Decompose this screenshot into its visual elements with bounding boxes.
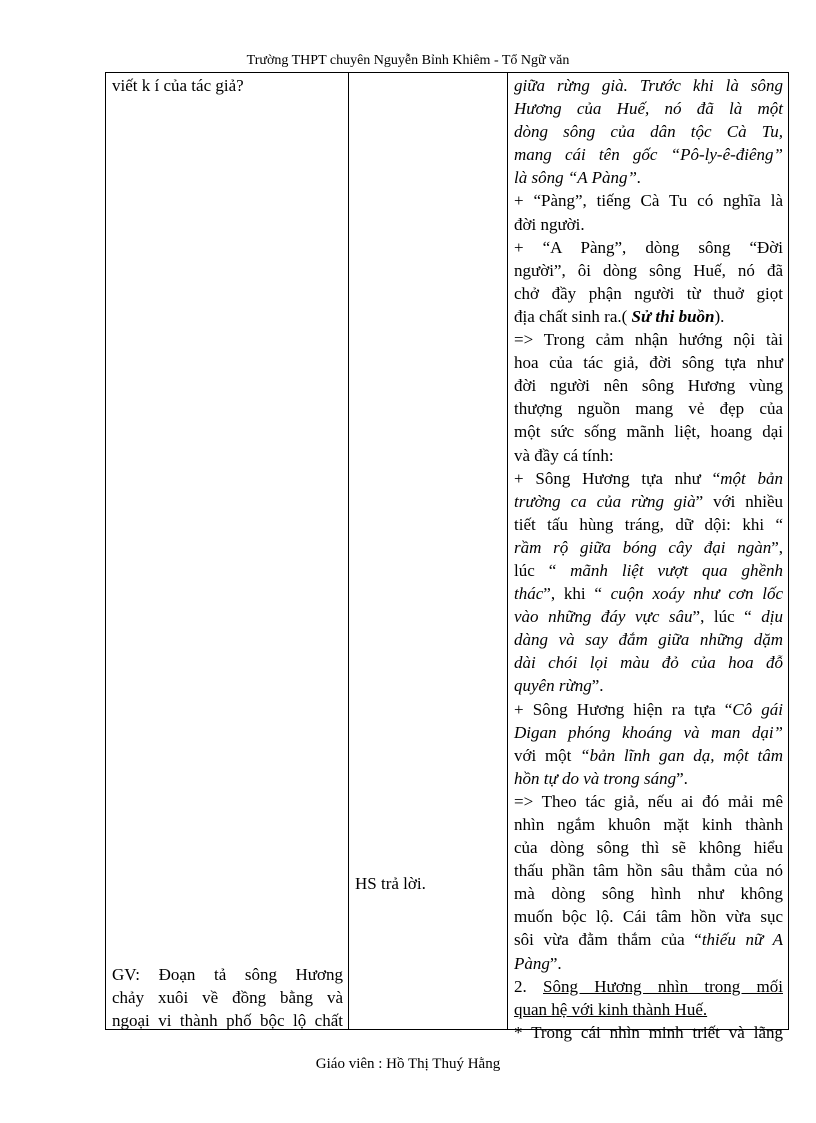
text-run: lúc “ — [514, 560, 571, 580]
section-heading — [514, 975, 783, 998]
text-run: + Sông Hương hiện ra tựa “ — [514, 699, 733, 719]
italic-run: “bản lĩnh gan dạ, một tâm — [580, 745, 783, 765]
text-run: ”, — [771, 537, 783, 557]
content-line: thượng nguồn mang vẻ đẹp của — [514, 399, 783, 419]
text-run: với một — [514, 745, 581, 765]
content-line — [514, 467, 783, 490]
italic-run: vào những đáy vực sâu — [514, 607, 693, 627]
content-line — [514, 605, 783, 628]
content-line — [514, 305, 783, 328]
content-line — [514, 744, 783, 767]
italic-run: thác — [514, 584, 544, 604]
content-line: Digan phóng khoáng và man dại” — [514, 722, 783, 742]
text-run: ”. — [591, 676, 604, 696]
page-header: Trường THPT chuyên Nguyễn Bỉnh Khiêm - Tổ Ngữ văn — [246, 53, 570, 68]
teacher-prompt — [112, 963, 343, 1032]
italic-run: quyên rừng — [514, 676, 592, 696]
content-line — [514, 582, 783, 605]
content-line: và đầy cá tính: — [514, 445, 614, 465]
content-line — [514, 952, 783, 975]
content-line: chở đầy phận người từ thuở giọt — [514, 283, 783, 303]
teacher-activity-cell — [106, 73, 349, 1030]
content-line: Hương của Huế, nó đã là một — [514, 99, 783, 119]
content-line: nhìn ngắm khuôn mặt kinh thành — [514, 815, 783, 834]
content-line: dài chói lọi màu đỏ của hoa đỗ — [514, 653, 783, 673]
text-run: + Sông Hương tựa như “ — [514, 468, 721, 488]
content-line: dàng và say đắm giữa những dặm — [514, 630, 783, 650]
content-line: hoa của tác giả, đời sông tựa như — [514, 353, 783, 373]
italic-run: dịu — [761, 607, 784, 627]
content-line: tiết tấu hùng tráng, dữ dội: khi “ — [514, 514, 783, 534]
italic-run: một bản — [720, 468, 784, 488]
question-line: viết k í của tác giả? — [112, 76, 244, 95]
student-activity-cell — [349, 73, 508, 1030]
content-line: + “Pàng”, tiếng Cà Tu có nghĩa là — [514, 191, 783, 211]
question-text — [112, 74, 343, 97]
italic-run: Cô gái — [732, 699, 784, 719]
text-run: ” với nhiều — [695, 491, 783, 511]
emphasis-text: Sử thi buồn — [631, 306, 715, 326]
content-line: một sức sống mãnh liệt, hoang dại — [514, 422, 783, 442]
content-line: là sông “A Pàng”. — [514, 168, 642, 188]
prompt-line: chảy xuôi về đồng bằng và — [112, 988, 343, 1008]
content-line: mang cái tên gốc “Pô-ly-ê-điêng” — [514, 145, 783, 165]
content-line: muốn bộc lộ. Cái tâm hồn vừa sục — [514, 907, 783, 927]
italic-run: Pàng — [514, 953, 550, 973]
content-line: người”, ôi dòng sông Huế, nó đã — [514, 260, 783, 280]
content-line — [514, 490, 783, 513]
content-line: + “A Pàng”, dòng sông “Đời — [514, 237, 783, 257]
content-cell — [508, 73, 789, 1042]
italic-run: mãnh liệt vượt qua ghềnh — [570, 560, 783, 580]
section-heading-continued: quan hệ với kinh thành Huế. — [514, 999, 708, 1019]
content-line: đời người. — [514, 214, 585, 234]
prompt-line: ngoại vi thành phố bộc lộ chất — [112, 1011, 343, 1031]
content-line — [514, 536, 783, 559]
text-run: ”. — [676, 768, 688, 788]
italic-run: trường ca của rừng già — [514, 491, 696, 511]
italic-run: thiếu nữ A — [701, 930, 783, 950]
content-line: giữa rừng già. Trước khi là sông — [514, 76, 783, 95]
content-line: => Theo tác giả, nếu ai đó mải mê — [514, 791, 783, 811]
content-line: * Trong cái nhìn minh triết và lãng — [514, 1022, 783, 1042]
text-run: ”, khi “ — [543, 584, 611, 604]
page-footer: Giáo viên : Hồ Thị Thuý Hằng — [315, 1056, 501, 1072]
content-line: đời người nên sông Hương vùng — [514, 376, 783, 396]
text-run: ”. — [549, 953, 562, 973]
student-answer: HS trả lời. — [355, 874, 426, 893]
content-line: mà dòng sông hình như không — [514, 884, 783, 904]
content-line: => Trong cảm nhận hướng nội tài — [514, 330, 783, 350]
content-line — [514, 928, 783, 951]
lesson-table — [105, 72, 789, 1042]
table-row — [106, 73, 789, 1030]
text-run: ). — [714, 306, 725, 326]
italic-run: rầm rộ giữa bóng cây đại ngàn — [514, 537, 772, 557]
content-line: dòng sông của dân tộc Cà Tu, — [514, 122, 783, 142]
text-run: địa chất sinh ra.( — [514, 306, 632, 326]
prompt-line: GV: Đoạn tả sông Hương — [112, 965, 343, 984]
content-line — [514, 559, 783, 582]
content-line — [514, 674, 783, 697]
text-run: ”, lúc “ — [692, 607, 762, 627]
content-text — [514, 74, 783, 1044]
italic-run: cuộn xoáy như cơn lốc — [610, 584, 783, 604]
content-line — [514, 698, 783, 721]
content-line — [514, 767, 783, 790]
italic-run: hồn tự do và trong sáng — [514, 768, 677, 788]
content-line: của dòng sông thì sẽ không hiểu — [514, 838, 783, 858]
section-number: 2. — [514, 976, 543, 996]
content-line: thấu phần tâm hồn sâu thẳm của nó — [514, 861, 783, 881]
heading-text: Sông Hương nhìn trong mối — [543, 976, 783, 996]
text-run: sôi vừa đằm thắm của “ — [514, 930, 702, 950]
